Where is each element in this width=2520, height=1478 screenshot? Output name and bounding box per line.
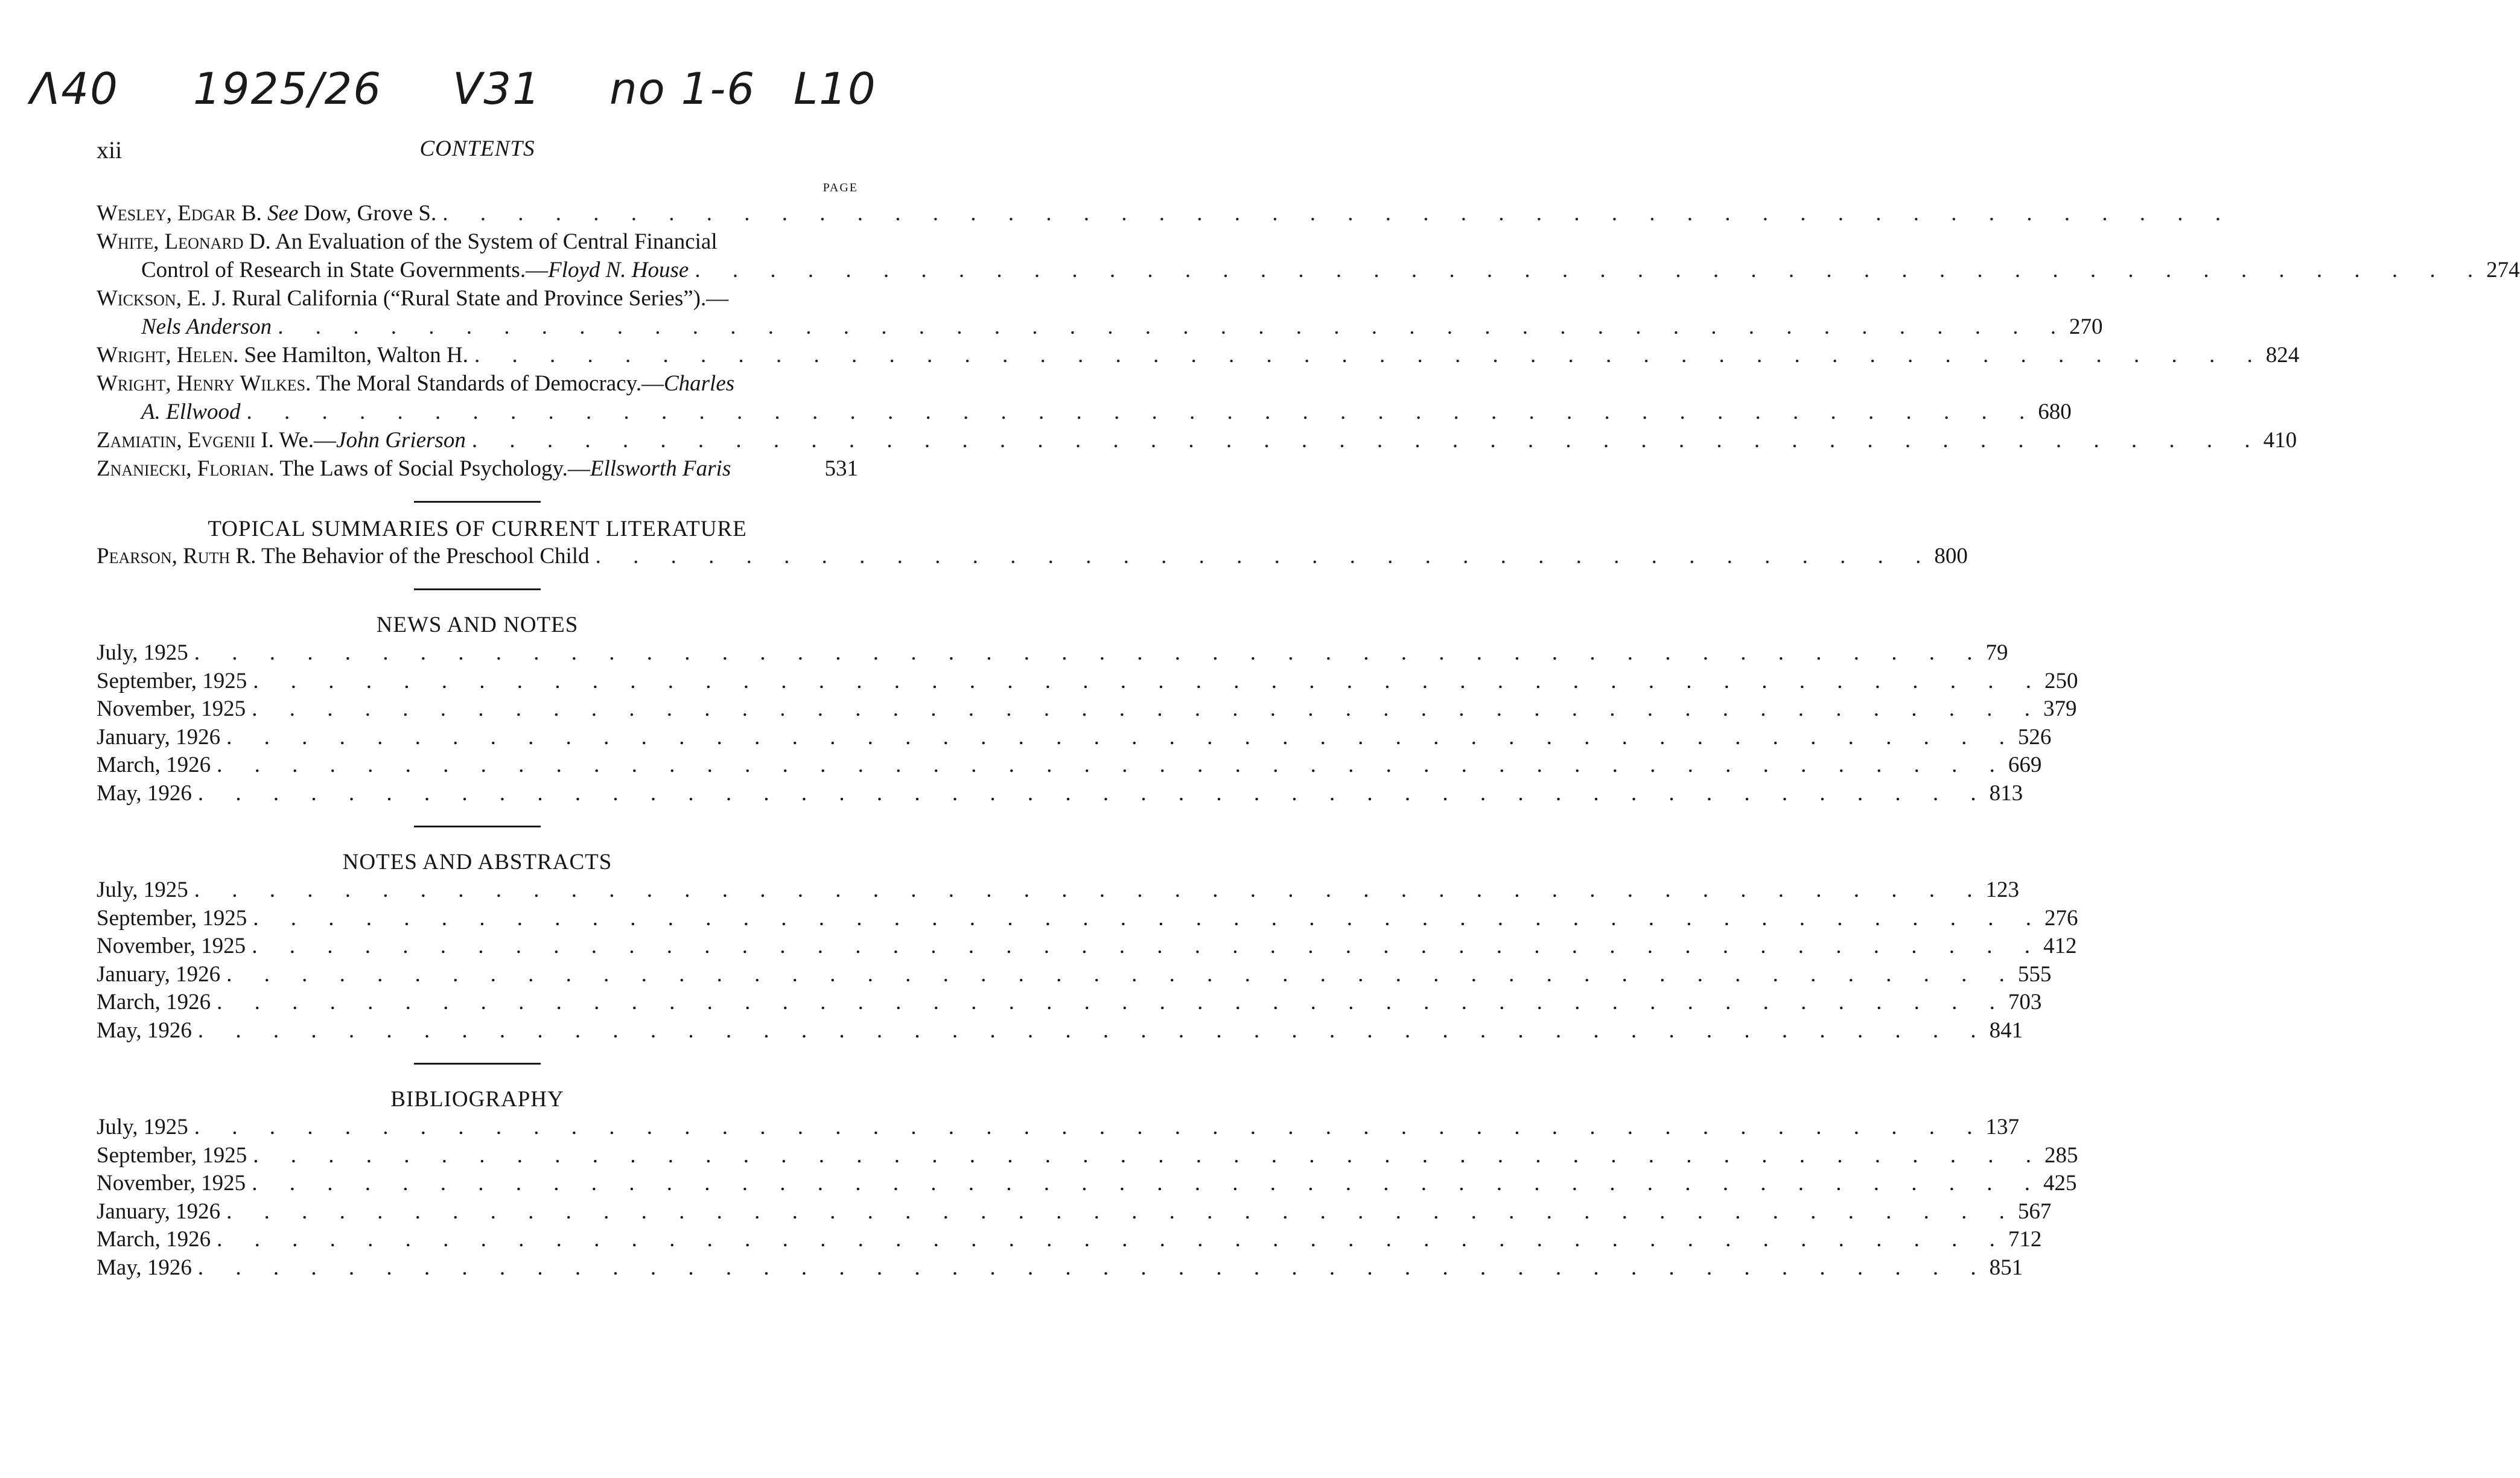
- dot-leader: . . . . . . . . . . . . . . . . . . . . . . . . . . . . . . . . . . . . . . . . . . . . . . . .: [226, 961, 2018, 987]
- issue-date: January, 1926: [97, 724, 221, 750]
- dot-leader: . . . . . . . . . . . . . . . . . . . . . . . . . . . . . . . . . . . . . . . . . . . . . . . .: [226, 724, 2018, 750]
- dot-leader: . . . . . . . . . . . . . . . . . . . . . . . . . . . . . . . . . . . . . . . . . . . . . . . .: [252, 696, 2043, 721]
- entry-author: Zamiatin, Evgenii I.: [97, 428, 274, 453]
- section-rule: [414, 1063, 541, 1065]
- issue-date: November, 1925: [97, 696, 246, 721]
- dot-leader: . . . . . . . . . . . . . . . . . . . . . . . . . . . . . . . . . . . . . . . . . . . . . . . .: [695, 258, 2487, 282]
- entry-author: Wickson, E. J.: [97, 286, 226, 311]
- issue-date: January, 1926: [97, 961, 221, 987]
- entry-title: We.—: [273, 428, 337, 453]
- author-entries: [97, 199, 2520, 483]
- dot-leader: . . . . . . . . . . . . . . . . . . . . . . . . . . . . . . . . . . . . . . . . . . . . . . . .: [252, 1171, 2043, 1196]
- contents-entry: [97, 369, 2072, 426]
- contents-entry: [97, 426, 2297, 454]
- section-item: [97, 932, 2077, 961]
- entry-reviewer: Nels Anderson: [141, 314, 272, 339]
- section-item: [97, 639, 2008, 667]
- issue-page: 669: [2008, 753, 2042, 777]
- dot-leader: . . . . . . . . . . . . . . . . . . . . . . . . . . . . . . . . . . . . . . . . . . . . . . . .: [226, 1199, 2018, 1224]
- section-item: [97, 1017, 2023, 1045]
- entry-author: Wright, Helen.: [97, 343, 239, 368]
- section-item: [97, 876, 2020, 905]
- folio: xii: [97, 136, 122, 164]
- handwritten-shelf-note: [30, 63, 887, 130]
- issue-page: 285: [2044, 1142, 2078, 1168]
- entry-reviewer: John Grierson: [336, 428, 466, 453]
- issue-date: March, 1926: [97, 1227, 211, 1252]
- entry-line: [97, 341, 2300, 369]
- topical-heading: TOPICAL SUMMARIES OF CURRENT LITERATURE: [208, 517, 747, 541]
- dot-leader: . . . . . . . . . . . . . . . . . . . . . . . . . . . . . . . . . . . . . . . . . . . . . . . .: [194, 640, 1986, 665]
- entry-title: Control of Research in State Governments.—: [141, 258, 549, 282]
- dot-leader: . . . . . . . . . . . . . . . . . . . . . . . . . . . . . . . . . . . . . . . . . . . . . . . .: [252, 934, 2043, 958]
- entry-page: 531: [824, 456, 858, 481]
- entry-line: [97, 199, 2234, 228]
- section-rule: [414, 588, 541, 590]
- issue-page: 137: [1985, 1115, 2020, 1139]
- issue-date: March, 1926: [97, 990, 211, 1015]
- issue-date: September, 1925: [97, 668, 247, 693]
- entry-line: [97, 256, 2520, 284]
- issue-date: May, 1926: [97, 780, 192, 806]
- entry-reviewer: Ellsworth Faris: [590, 456, 731, 481]
- dot-leader: . . . . . . . . . . . . . . . . . . . . . . . . . . . . . . . . . . . . . . . . . . . . . . . .: [278, 314, 2069, 339]
- entry-title: See Hamilton, Walton H.: [238, 343, 468, 368]
- entry-line: [97, 398, 2072, 426]
- entry-title: The Laws of Social Psychology.—: [274, 456, 590, 481]
- entry-line: [97, 454, 858, 483]
- topical-entry: [97, 542, 1968, 570]
- section-item: [97, 989, 2042, 1017]
- section-item: [97, 667, 2078, 696]
- entry-title: The Moral Standards of Democracy.—: [311, 371, 664, 396]
- dot-leader: . . . . . . . . . . . . . . . . . . . . . . . . . . . . . . . . . . . . . . . . . . . . . . . .: [197, 1018, 1990, 1043]
- issue-page: 712: [2008, 1227, 2042, 1252]
- issue-page: 555: [2017, 961, 2052, 987]
- section-rule: [414, 826, 541, 827]
- dot-leader: . . . . . . . . . . . . . . . . . . . . . . . . . . . . . . . . . . . .: [595, 544, 1935, 569]
- entry-title: An Evaluation of the System of Central Financial: [270, 229, 718, 254]
- issue-page: 526: [2017, 724, 2052, 750]
- periodical-sections: [97, 588, 2078, 1282]
- contents-page: [97, 130, 2520, 1282]
- dot-leader: . . . . . . . . . . . . . . . . . . . . . . . . . . . . . . . . . . . . . . . . . . . . . . . .: [246, 400, 2038, 424]
- entry-page: 410: [2263, 428, 2297, 453]
- entry-author: Wright, Henry Wilkes.: [97, 371, 311, 396]
- issue-page: 851: [1989, 1255, 2023, 1280]
- entry-cross-reference: Dow, Grove S.: [298, 201, 437, 226]
- section-rule: [414, 501, 541, 503]
- contents-entry: [97, 454, 858, 483]
- entry-reviewer: A. Ellwood: [141, 400, 241, 424]
- dot-leader: . . . . . . . . . . . . . . . . . . . . . . . . . . . . . . . . . . . . . . . . . . . . . . . .: [253, 905, 2044, 931]
- issue-page: 841: [1989, 1018, 2023, 1043]
- section-item: [97, 780, 2023, 808]
- section-item: [97, 905, 2078, 933]
- dot-leader: . . . . . . . . . . . . . . . . . . . . . . . . . . . . . . . . . . . . . . . . . . . . . . . .: [442, 201, 2234, 226]
- issue-page: 425: [2043, 1171, 2077, 1196]
- section-item: [97, 1142, 2078, 1170]
- entry-author: Wesley, Edgar B.: [97, 201, 262, 226]
- entry-reviewer: Charles: [663, 371, 735, 396]
- issue-page: 813: [1989, 780, 2023, 806]
- handwritten-note-part: Λ40: [30, 63, 119, 114]
- issue-page: 276: [2044, 905, 2078, 931]
- dot-leader: . . . . . . . . . . . . . . . . . . . . . . . . . . . . . . . . . . . . . . . . . . . . . . . .: [194, 1115, 1986, 1139]
- issue-page: 79: [1985, 640, 2008, 665]
- section-item: [97, 751, 2042, 780]
- entry-author: Znaniecki, Florian.: [97, 456, 275, 481]
- entry-page: 824: [2265, 343, 2300, 368]
- entry-line: [97, 426, 2297, 454]
- running-title: CONTENTS: [419, 136, 535, 161]
- running-head: [97, 130, 858, 166]
- dot-leader: . . . . . . . . . . . . . . . . . . . . . . . . . . . . . . . . . . . . . . . . . . . . . . . .: [471, 428, 2264, 453]
- entry-title: [262, 201, 267, 226]
- entry-reviewer: See: [267, 201, 299, 226]
- dot-leader: . . . . . . . . . . . . . . . . . . . . . . . . . . . . . . . . . . . . . . . . . . . . . . . .: [474, 343, 2266, 368]
- issue-date: November, 1925: [97, 1171, 246, 1196]
- dot-leader: . . . . . . . . . . . . . . . . . . . . . . . . . . . . . . . . . . . . . . . . . . . . . . . .: [197, 1255, 1990, 1280]
- topical-page: 800: [1934, 544, 1968, 569]
- section-item: [97, 1226, 2042, 1254]
- issue-date: July, 1925: [97, 640, 188, 665]
- section-item: [97, 1198, 2052, 1226]
- handwritten-note-part: L10: [794, 63, 877, 114]
- entry-line: [97, 284, 858, 313]
- issue-page: 123: [1985, 878, 2020, 902]
- dot-leader: . . . . . . . . . . . . . . . . . . . . . . . . . . . . . . . . . . . . . . . . . . . . . . . .: [197, 780, 1990, 806]
- topical-title: The Behavior of the Preschool Child: [256, 544, 590, 569]
- section-item: [97, 1254, 2023, 1282]
- issue-page: 379: [2043, 696, 2077, 721]
- section-item: [97, 724, 2052, 752]
- dot-leader: . . . . . . . . . . . . . . . . . . . . . . . . . . . . . . . . . . . . . . . . . . . . . . . .: [194, 878, 1986, 902]
- handwritten-note-part: no 1-6: [609, 63, 756, 114]
- handwritten-note-part: 1925/26: [193, 63, 383, 114]
- dot-leader: . . . . . . . . . . . . . . . . . . . . . . . . . . . . . . . . . . . . . . . . . . . . . . . .: [217, 1227, 2008, 1252]
- section-item: [97, 1170, 2077, 1198]
- section-heading: NEWS AND NOTES: [376, 613, 579, 637]
- dot-leader: . . . . . . . . . . . . . . . . . . . . . . . . . . . . . . . . . . . . . . . . . . . . . . . .: [217, 990, 2008, 1015]
- section-item: [97, 1113, 2020, 1142]
- issue-page: 567: [2017, 1199, 2052, 1224]
- entry-page: 270: [2069, 314, 2103, 339]
- handwritten-note-part: V31: [453, 63, 541, 114]
- issue-date: November, 1925: [97, 934, 246, 958]
- issue-page: 412: [2043, 934, 2077, 958]
- issue-date: March, 1926: [97, 753, 211, 777]
- issue-date: May, 1926: [97, 1255, 192, 1280]
- issue-date: September, 1925: [97, 905, 247, 931]
- issue-date: January, 1926: [97, 1199, 221, 1224]
- entry-line: [97, 228, 858, 256]
- entry-page: 274: [2486, 258, 2520, 282]
- contents-entry: [97, 341, 2300, 369]
- issue-date: September, 1925: [97, 1142, 247, 1168]
- topical-author: Pearson, Ruth R.: [97, 544, 256, 569]
- section-item: [97, 961, 2052, 989]
- issue-page: 250: [2044, 668, 2078, 693]
- issue-date: May, 1926: [97, 1018, 192, 1043]
- section-item: [97, 695, 2077, 724]
- dot-leader: . . . . . . . . . . . . . . . . . . . . . . . . . . . . . . . . . . . . . . . . . . . . . . . .: [217, 753, 2008, 777]
- issue-date: July, 1925: [97, 878, 188, 902]
- entry-author: White, Leonard D.: [97, 229, 271, 254]
- entry-title: Rural California (“Rural State and Province Series”).—: [226, 286, 729, 311]
- issue-page: 703: [2008, 990, 2042, 1015]
- contents-entry: [97, 199, 2234, 228]
- dot-leader: . . . . . . . . . . . . . . . . . . . . . . . . . . . . . . . . . . . . . . . . . . . . . . . .: [253, 1142, 2044, 1168]
- section-heading: NOTES AND ABSTRACTS: [342, 850, 612, 874]
- entry-page: 680: [2038, 400, 2072, 424]
- contents-entry: [97, 228, 2520, 284]
- page-column-label: PAGE: [822, 181, 858, 194]
- entry-reviewer: Floyd N. House: [548, 258, 689, 282]
- issue-date: July, 1925: [97, 1115, 188, 1139]
- contents-entry: [97, 284, 2103, 341]
- entry-line: [97, 313, 2103, 341]
- entry-line: [97, 369, 858, 398]
- dot-leader: . . . . . . . . . . . . . . . . . . . . . . . . . . . . . . . . . . . . . . . . . . . . . . . .: [253, 668, 2044, 693]
- section-heading: BIBLIOGRAPHY: [390, 1087, 564, 1112]
